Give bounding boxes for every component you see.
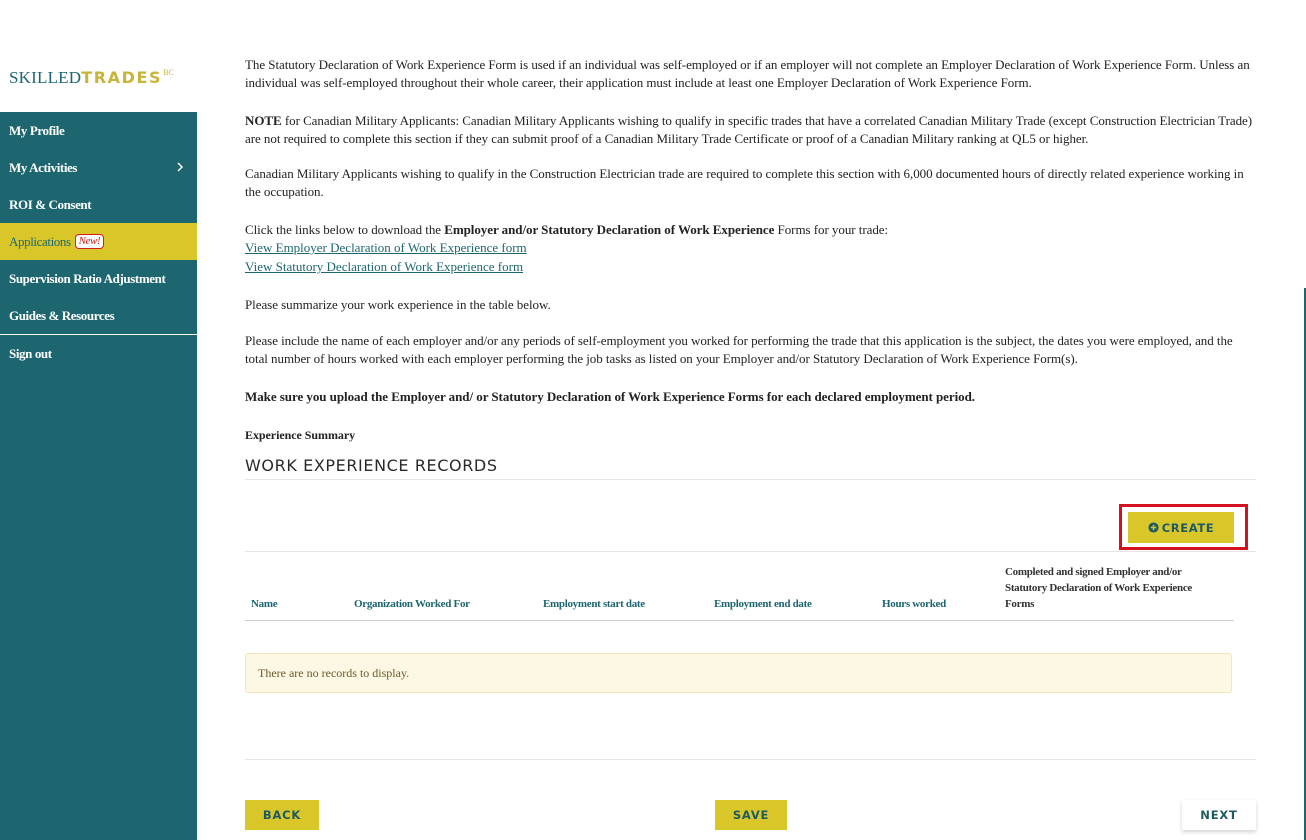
new-badge: New! bbox=[75, 234, 105, 249]
sidebar-item-guides-resources[interactable] bbox=[0, 297, 197, 334]
footer-divider bbox=[245, 759, 1256, 760]
create-button-label: CREATE bbox=[1161, 520, 1215, 535]
table-header-divider bbox=[245, 620, 1234, 621]
sidebar-item-label: My Profile bbox=[9, 122, 65, 138]
statutory-declaration-paragraph: The Statutory Declaration of Work Experience Form is used if an individual was self-employed or if an employer will not complete an Employer Declaration of Work Experience Form. Unless an individual was self-employed throughout their whole career, their application must include at least one Employer Declaration of Work Experience Form. bbox=[245, 57, 1250, 90]
download-intro-bold: Employer and/or Statutory Declaration of Work Experience bbox=[444, 222, 775, 237]
download-intro-post: Forms for your trade: bbox=[774, 222, 889, 237]
sidebar-item-my-activities[interactable] bbox=[0, 149, 197, 186]
sidebar-item-label: Sign out bbox=[9, 345, 52, 361]
download-intro-pre: Click the links below to download the bbox=[245, 222, 445, 237]
back-button[interactable]: BACK bbox=[245, 800, 319, 830]
chevron-right-icon bbox=[173, 160, 187, 174]
note-label: NOTE bbox=[245, 113, 282, 128]
include-details-paragraph: Please include the name of each employer and/or any periods of self-employment you worked for performing the trade that this application is the subject, the dates you were employed, and the total number of hours worked with each employer performing the job tasks as listed on your Employer and/or Statutory Declaration of Work Experience Form(s). bbox=[245, 333, 1233, 366]
military-note-text: for Canadian Military Applicants: Canadian Military Applicants wishing to qualify in specific trades that have a correlated Canadian Military Trade (except Construction Electrician Trade) are not required to complete this section if they can submit proof of a Canadian Military Trade Certificate or proof of a Canadian Military ranking at QL5 or higher. bbox=[245, 113, 1253, 146]
column-header-organization[interactable]: Organization Worked For bbox=[354, 598, 470, 610]
sidebar-item-label: Applications bbox=[9, 233, 71, 249]
download-links-intro bbox=[245, 221, 1257, 239]
construction-electrician-paragraph: Canadian Military Applicants wishing to qualify in the Construction Electrician trade are required to complete this section with 6,000 documented hours of directly related experience working in the occupation. bbox=[245, 166, 1244, 199]
military-note-paragraph bbox=[245, 112, 1257, 148]
sidebar-item-label: Supervision Ratio Adjustment bbox=[9, 270, 166, 286]
section-title: WORK EXPERIENCE RECORDS bbox=[245, 456, 498, 475]
sidebar-nav bbox=[0, 112, 197, 840]
logo-bc-text: BC bbox=[163, 68, 174, 77]
sidebar-item-applications[interactable] bbox=[0, 223, 197, 260]
column-header-hours-worked[interactable]: Hours worked bbox=[882, 598, 946, 610]
next-button[interactable]: NEXT bbox=[1182, 800, 1256, 830]
summarize-paragraph: Please summarize your work experience in the table below. bbox=[245, 297, 551, 312]
sidebar-item-supervision-ratio-adjustment[interactable] bbox=[0, 260, 197, 297]
skilled-trades-bc-logo[interactable] bbox=[9, 68, 174, 92]
empty-records-message: There are no records to display. bbox=[245, 653, 1232, 693]
create-button[interactable] bbox=[1128, 512, 1234, 543]
employer-declaration-link[interactable]: View Employer Declaration of Work Experience form bbox=[245, 240, 527, 255]
plus-circle-icon bbox=[1148, 522, 1159, 533]
sidebar-item-label: Guides & Resources bbox=[9, 307, 115, 323]
logo-trades-text: TRADES bbox=[81, 68, 163, 87]
sidebar-item-label: ROI & Consent bbox=[9, 196, 92, 212]
column-header-declaration-forms: Completed and signed Employer and/or Statutory Declaration of Work Experience Forms bbox=[1005, 566, 1192, 610]
table-top-divider bbox=[245, 551, 1256, 552]
column-header-start-date[interactable]: Employment start date bbox=[543, 598, 645, 610]
upload-reminder: Make sure you upload the Employer and/ or Statutory Declaration of Work Experience Forms for each declared employment period. bbox=[245, 389, 976, 404]
sidebar bbox=[0, 0, 197, 840]
sidebar-item-label: My Activities bbox=[9, 159, 78, 175]
save-button[interactable]: SAVE bbox=[715, 800, 787, 830]
column-header-name[interactable]: Name bbox=[251, 598, 278, 610]
sidebar-item-sign-out[interactable] bbox=[0, 335, 197, 372]
column-header-end-date[interactable]: Employment end date bbox=[714, 598, 812, 610]
sidebar-item-my-profile[interactable] bbox=[0, 112, 197, 149]
experience-summary-label: Experience Summary bbox=[245, 428, 356, 442]
statutory-declaration-link[interactable]: View Statutory Declaration of Work Experience form bbox=[245, 259, 524, 274]
section-divider bbox=[245, 479, 1256, 480]
sidebar-item-roi-consent[interactable] bbox=[0, 186, 197, 223]
logo-skilled-text: SKILLED bbox=[9, 68, 82, 87]
